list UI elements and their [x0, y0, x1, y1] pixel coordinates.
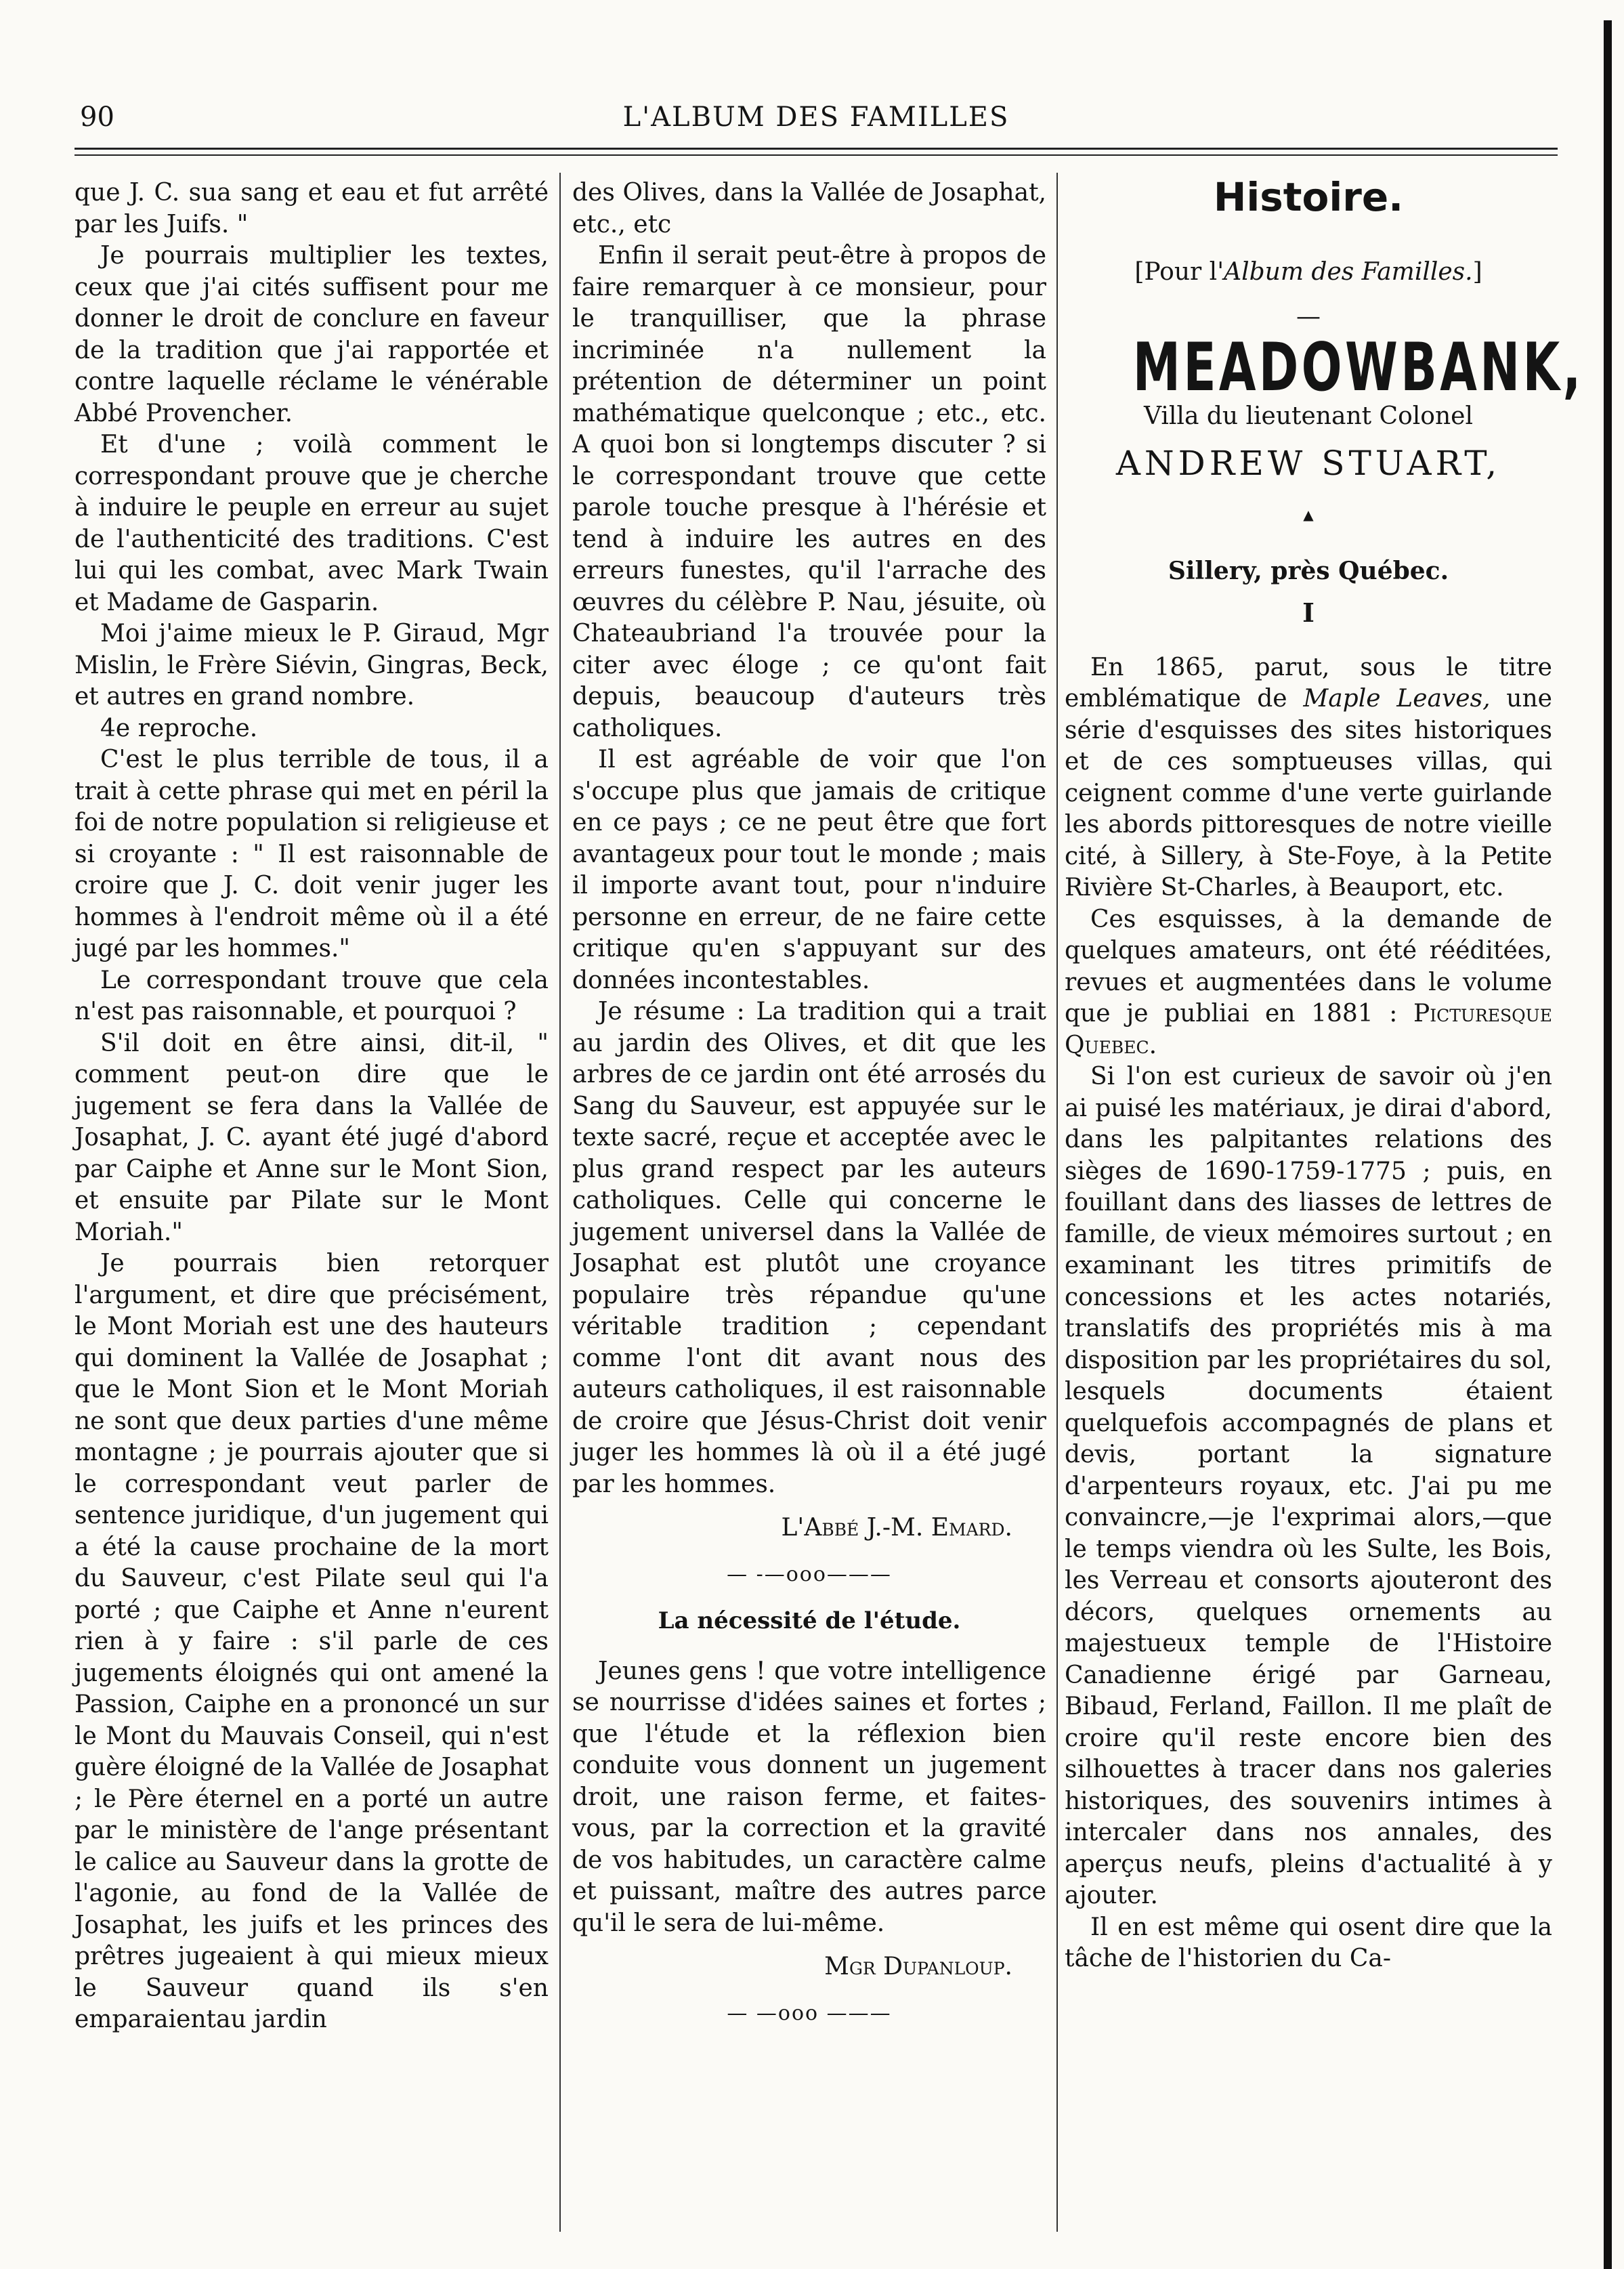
section-title: Histoire. — [1213, 174, 1404, 220]
text-run: En 1865, parut, sous le titre emblématique de — [1065, 653, 1552, 713]
column-right — [1065, 174, 1584, 1975]
paragraph: Si l'on est curieux de savoir où j'en ai puisé les matériaux, je dirai d'abord, dans les palpitantes relations des sièges de 1690-1759-1775 ; puis, en fouillant dans des liasses de lettres de famille, de vieux mémoires surtout ; en examinant les titres primitifs de concessions et les actes notariés, translatifs des propriétés mis à ma disposition par les propriétaires du sol, lesquels documents étaient quelquefois accompagnés de plans et devis, portant la signature d'arpenteurs royaux, etc. J'ai pu me convaincre,—je l'exprimai alors,—que le temps viendra où les Sulte, les Bois, les Verreau et consorts ajouteront des décors, quelques ornements au majestueux temple de l'Histoire Canadienne érigé par Garneau, Bibaud, Ferland, Faillon. Il me plaît de croire qu'il reste encore bien des silhouettes à tracer dans nos galeries historiques, des souvenirs intimes à intercaler dans nos annales, des aperçus neufs, pleins d'actualité à y ajouter. — [1065, 1063, 1552, 1909]
article-title: La nécessité de l'étude. — [658, 1607, 961, 1634]
author-signature: L'Abbé J.-M. Emard. — [781, 1514, 1012, 1542]
paragraph — [1065, 904, 1552, 1062]
header-rule-double — [74, 154, 1558, 156]
text-run: une série d'esquisses des sites historiques et de ces somptueuses villas, qui ceignent comme d'une verte guirlande les abords pittoresques de notre vieille cité, à Sillery, à Ste-Foye, à la Petite Rivière St-Charles, à Beauport, etc. — [1065, 685, 1552, 902]
page-edge — [1604, 20, 1612, 2269]
paragraph — [1065, 652, 1552, 904]
section-separator: — —ooo ——— — [727, 2001, 892, 2025]
book-title: Picturesque Quebec. — [1065, 1000, 1552, 1059]
paragraph: Le correspondant trouve que cela n'est pas raisonnable, et pourquoi ? — [74, 966, 549, 1025]
text-run: Ces esquisses, à la demande de quelques amateurs, ont été rééditées, revues et augmentées dans le volume que je publiai en 1881 : — [1065, 905, 1552, 1027]
paragraph: Je pourrais multiplier les textes, ceux que j'ai cités suffisent pour me donner le droit de conclure en faveur de la tradition que j'ai rapportée et contre laquelle réclame le vénérable Abbé Provencher. — [74, 242, 549, 427]
column-middle — [572, 177, 1046, 2044]
page-number: 90 — [80, 102, 114, 133]
paragraph: Jeunes gens ! que votre intelligence se nourrisse d'idées saines et fortes ; que l'étude et la réflexion bien conduite vous donnent un jugement droit, une raison ferme, et faites-vous, par la correction et la gravité de vos habitudes, un caractère calme et puissant, maître des autres parce qu'il le sera de lui-même. — [572, 1657, 1046, 1937]
paragraph: Moi j'aime mieux le P. Giraud, Mgr Mislin, le Frère Siévin, Gingras, Beck, et autres en grand nombre. — [74, 620, 549, 711]
column-divider — [559, 173, 561, 2232]
credit-suffix: ] — [1472, 257, 1482, 286]
credit-prefix: [Pour l' — [1134, 257, 1224, 286]
paragraph: Il est agréable de voir que l'on s'occupe plus que jamais de critique en ce pays ; ce ne peut être que fort avantageux pour tout le monde ; mais il importe avant tout, pour n'induire personne en erreur, de ne faire cette critique qu'en s'appuyant sur des données incontestables. — [572, 746, 1046, 994]
text-italic: Maple Leaves, — [1303, 685, 1491, 713]
villa-subtitle: Villa du lieutenant Colonel — [1144, 402, 1473, 430]
credit-publication: Album des Familles. — [1224, 257, 1473, 286]
paragraph: 4e reproche. — [100, 714, 258, 742]
part-number: I — [1302, 597, 1315, 628]
place-name: Sillery, près Québec. — [1168, 556, 1449, 585]
paragraph: Et d'une ; voilà comment le correspondant prouve que je cherche à induire le peuple en erreur au sujet de l'authenticité des traditions. C'est lui qui les combat, avec Mark Twain et Madame de Gasparin. — [74, 431, 549, 616]
author-signature: Mgr Dupanloup. — [824, 1953, 1012, 1980]
column-divider — [1056, 173, 1058, 2232]
villa-name: MEADOWBANK, — [1132, 328, 1584, 406]
paragraph: C'est le plus terrible de tous, il a trait à cette phrase qui met en péril la foi de notre population si religieuse et si croyante : " Il est raisonnable de croire que J. C. doit venir juger les hommes à l'endroit même où il a été jugé par les hommes." — [74, 746, 549, 962]
paragraph: Il en est même qui osent dire que la tâche de l'historien du Ca- — [1065, 1913, 1552, 1972]
paragraph: Je résume : La tradition qui a trait au jardin des Olives, et dit que les arbres de ce jardin ont été arrosés du Sang du Sauveur, est appuyée sur le texte sacré, reçue et acceptée avec le plus grand respect par les auteurs catholiques. Celle qui concerne le jugement universel dans la Vallée de Josaphat est plutôt une croyance populaire très répandue qu'une véritable tradition ; cependant comme l'ont dit avant nous des auteurs catholiques, il est raisonnable de croire que Jésus-Christ doit venir juger les hommes là où il a été jugé par les hommes. — [572, 998, 1046, 1498]
section-separator: — -—ooo——— — [727, 1562, 892, 1586]
paragraph: Enfin il serait peut-être à propos de faire remarquer à ce monsieur, pour le tranquilliser, que la phrase incriminée n'a nullement la prétention de déterminer un point mathématique quelconque ; etc., etc. A quoi bon si longtemps discuter ? si le correspondant trouve que cette parole touche presque à l'hérésie et tend à induire les autres en des erreurs funestes, qu'il l'arrache des œuvres du célèbre P. Nau, jésuite, où Chateaubriand l'a trouvée pour la citer avec éloge ; ce qu'ont fait depuis, beaucoup d'auteurs très catholiques. — [572, 242, 1046, 742]
paragraph: que J. C. sua sang et eau et fut arrêté par les Juifs. " — [74, 179, 549, 238]
page-header — [74, 102, 1558, 149]
title-dash: — — [1296, 303, 1321, 331]
villa-owner: ANDREW STUART, — [1115, 443, 1501, 483]
paragraph: S'il doit en être ainsi, dit-il, " comment peut-on dire que le jugement se fera dans la Vallée de Josaphat, J. C. ayant été jugé d'abord par Caiphe et Anne sur le Mont Sion, et ensuite par Pilate sur le Mont Moriah." — [74, 1029, 549, 1246]
paragraph: Je pourrais bien retorquer l'argument, et dire que précisément, le Mont Moriah est une des hauteurs qui dominent la Vallée de Josaphat ; que le Mont Sion et le Mont Moriah ne sont que deux parties d'une même montagne ; je pourrais ajouter que si le correspondant veut parler de sentence juridique, d'un jugement qui a été la cause prochaine de la mort du Sauveur, c'est Pilate seul qui l'a porté ; que Caiphe et Anne n'eurent rien à y faire : s'il parle de ces jugements éloignés qui ont amené la Passion, Caiphe en a prononcé un sur le Mont du Mauvais Conseil, qui n'est guère éloigné de la Vallée de Josaphat ; le Père éternel en a porté un autre par le ministère de l'ange présentant le calice au Sauveur dans la grotte de l'agonie, au fond de la Vallée de Josaphat, les juifs et les princes des prêtres jugeaient à qui mieux mieux le Sauveur quand ils s'en emparaientau jardin — [74, 1250, 549, 2033]
paragraph: des Olives, dans la Vallée de Josaphat, etc., etc — [572, 179, 1046, 238]
ornament-mark: ▲ — [1303, 507, 1314, 523]
source-credit — [1065, 257, 1552, 289]
column-left — [74, 177, 549, 2036]
running-title: L'ALBUM DES FAMILLES — [622, 102, 1010, 133]
header-rule — [74, 148, 1558, 150]
